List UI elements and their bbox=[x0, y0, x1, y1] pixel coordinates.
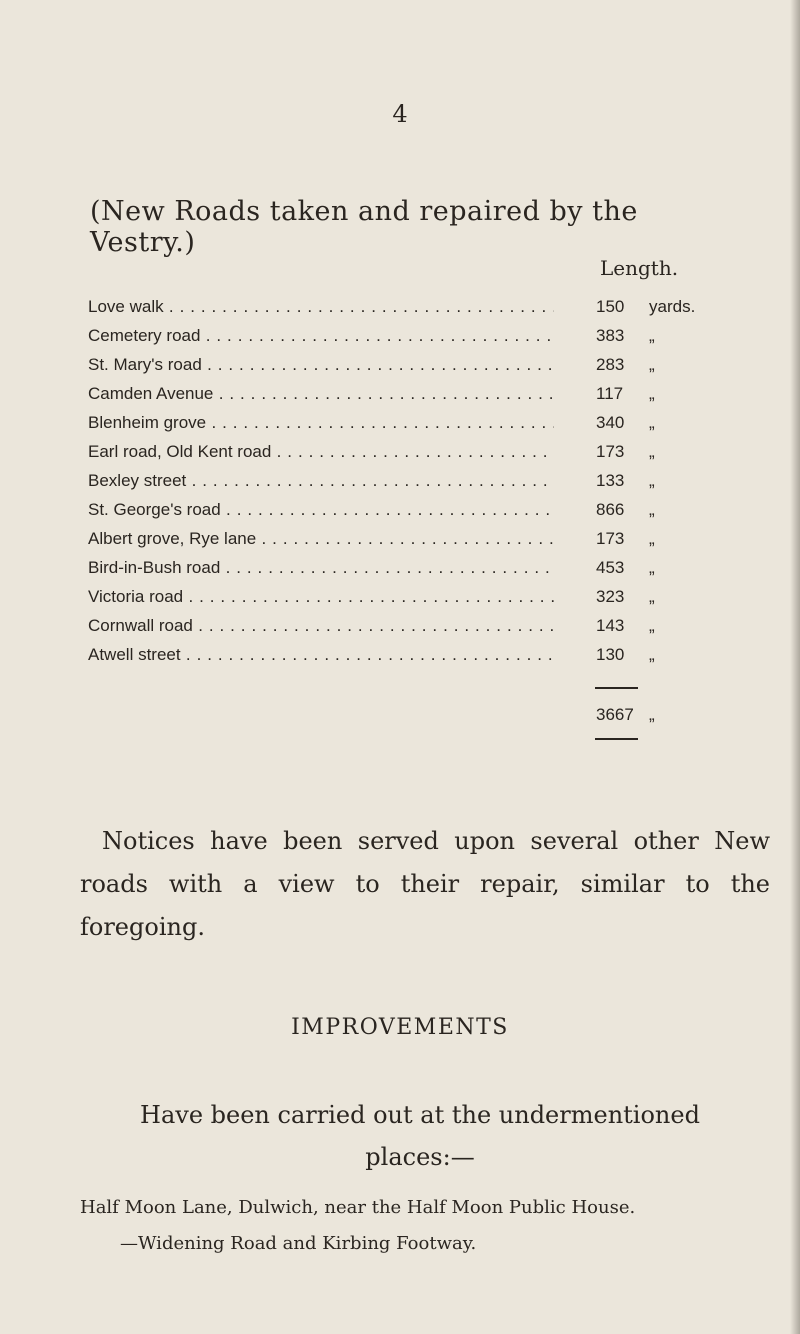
road-length: 323 bbox=[596, 587, 625, 606]
road-name: Bird-in-Bush road . . . bbox=[88, 558, 554, 578]
road-name: Love walk . . . bbox=[88, 297, 554, 317]
length-column-header: Length. bbox=[600, 256, 679, 280]
road-name: Cornwall road . . . bbox=[88, 616, 554, 636]
road-length: 133 bbox=[596, 471, 625, 490]
road-length: 866 bbox=[596, 500, 625, 519]
road-length: 340 bbox=[596, 413, 625, 432]
notice-paragraph: Notices have been served upon several other New roads with a view to their repair, similar to the foregoing. bbox=[80, 827, 770, 941]
table-row bbox=[88, 587, 728, 616]
table-row bbox=[88, 471, 728, 500]
table-row bbox=[88, 645, 728, 674]
road-length: 143 bbox=[596, 616, 625, 635]
road-unit: yards. bbox=[649, 297, 696, 316]
road-name: Blenheim grove . . . bbox=[88, 413, 554, 433]
table-row bbox=[88, 355, 728, 384]
road-unit: „ bbox=[649, 355, 655, 374]
improvement-entry-line: Half Moon Lane, Dulwich, near the Half Moon Public House. bbox=[80, 1197, 636, 1218]
road-unit: „ bbox=[649, 529, 655, 548]
road-length: 130 bbox=[596, 645, 625, 664]
road-unit: „ bbox=[649, 616, 655, 635]
table-row bbox=[88, 442, 728, 471]
road-length: 117 bbox=[596, 384, 624, 403]
table-row bbox=[88, 384, 728, 413]
road-length: 283 bbox=[596, 355, 625, 374]
road-name: Bexley street . . . bbox=[88, 471, 554, 491]
improvements-intro: Have been carried out at the undermentioned places:— bbox=[140, 1101, 700, 1171]
roads-table bbox=[88, 297, 728, 674]
table-row bbox=[88, 326, 728, 355]
road-length: 453 bbox=[596, 558, 625, 577]
table-row bbox=[88, 297, 728, 326]
road-name: Earl road, Old Kent road . . . bbox=[88, 442, 554, 462]
improvements-heading: IMPROVEMENTS bbox=[291, 1015, 509, 1040]
road-length: 150 bbox=[596, 297, 625, 316]
road-unit: „ bbox=[649, 442, 655, 461]
road-unit: „ bbox=[649, 326, 655, 345]
table-row bbox=[88, 558, 728, 587]
total-length: 3667 bbox=[596, 705, 634, 724]
section-title: (New Roads taken and repaired by the Vestry.) bbox=[90, 196, 638, 258]
table-row bbox=[88, 529, 728, 558]
road-name: Cemetery road . . . bbox=[88, 326, 554, 346]
road-unit: „ bbox=[649, 645, 655, 664]
road-unit: „ bbox=[649, 558, 655, 577]
road-unit: „ bbox=[649, 587, 655, 606]
table-row bbox=[88, 616, 728, 645]
page-number: 4 bbox=[392, 100, 408, 128]
road-unit: „ bbox=[649, 384, 655, 403]
page-edge bbox=[790, 0, 800, 1334]
road-length: 173 bbox=[596, 442, 625, 461]
table-row bbox=[88, 413, 728, 442]
road-length: 383 bbox=[596, 326, 625, 345]
improvement-entry-detail: —Widening Road and Kirbing Footway. bbox=[120, 1233, 477, 1254]
road-unit: „ bbox=[649, 471, 655, 490]
road-length: 173 bbox=[596, 529, 625, 548]
improvement-entry bbox=[80, 1190, 780, 1262]
road-name: Albert grove, Rye lane . . . bbox=[88, 529, 554, 549]
total-rule-bottom bbox=[595, 738, 638, 740]
road-name: St. George's road . . . bbox=[88, 500, 554, 520]
table-row bbox=[88, 500, 728, 529]
road-unit: „ bbox=[649, 500, 655, 519]
road-name: Atwell street . . . bbox=[88, 645, 554, 665]
road-name: Victoria road . . . bbox=[88, 587, 554, 607]
road-name: St. Mary's road . . . bbox=[88, 355, 554, 375]
road-unit: „ bbox=[649, 413, 655, 432]
road-name: Camden Avenue . . . bbox=[88, 384, 554, 404]
total-rule-top bbox=[595, 687, 638, 689]
total-unit: „ bbox=[649, 705, 655, 724]
